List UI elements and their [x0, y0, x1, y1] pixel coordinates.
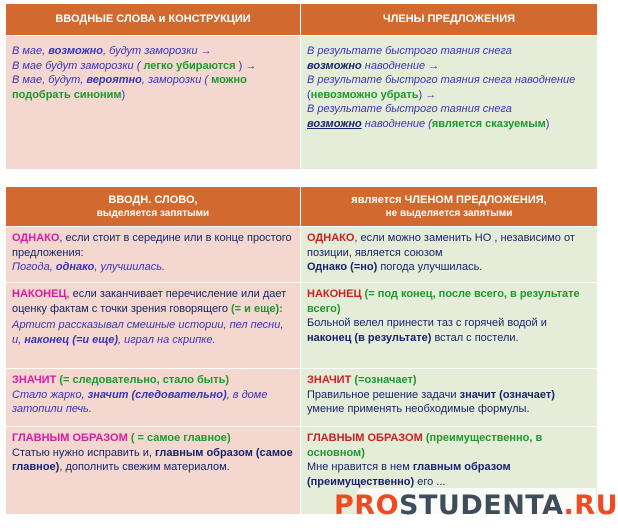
- row-znachit-member: ЗНАЧИТ (=означает) Правильное решение задачи значит (означает) умение применять необходимые формулы.: [301, 369, 598, 427]
- header-sentence-member: является ЧЛЕНОМ ПРЕДЛОЖЕНИЯ, не выделяется запятыми: [301, 187, 598, 227]
- example-line-3: В мае, будут, вероятно, заморозки ( можно подобрать синоним): [12, 74, 247, 101]
- row-znachit-introductory: ЗНАЧИТ (= следовательно, стало быть) Стало жарко, значит (следовательно), в доме затопили печь.: [6, 369, 301, 427]
- row-glavnym-obrazom-introductory: ГЛАВНЫМ ОБРАЗОМ ( = самое главное) Статью нужно исправить и, главным образом (самое главное), дополнить свежим материалом.: [6, 427, 301, 515]
- keyword-glavnym-obrazom-member: ГЛАВНЫМ ОБРАЗОМ: [307, 432, 423, 444]
- keyword-odnako-member: ОДНАКО: [307, 232, 355, 244]
- example-line-2: В мае будут заморозки ( легко убираются ) →: [12, 59, 257, 72]
- keyword-odnako: ОДНАКО: [12, 232, 60, 244]
- header-introductory-word: ВВОДН. СЛОВО, выделяется запятыми: [6, 187, 301, 227]
- row-glavnym-obrazom-member: ГЛАВНЫМ ОБРАЗОМ (преимущественно, в основном) Мне нравится в нем главным образом (преимущественно) его ...: [301, 427, 598, 515]
- row-nakonec-introductory: НАКОНЕЦ, если заканчивает перечисление или дает оценку фактам с точки зрения говорящего (= и еще): Артист рассказывал смешные истории, пел песни, и, наконец (=и еще), играл на скрипке.: [6, 283, 301, 369]
- arrow-right-icon: →: [200, 45, 212, 57]
- keyword-nakonec: НАКОНЕЦ: [12, 288, 67, 300]
- arrow-right-icon: →: [245, 59, 257, 72]
- row-odnako-member: ОДНАКО, если можно заменить НО , независимо от позиции, является союзом Однако (=но) погода улучшилась.: [301, 227, 598, 283]
- comparison-table-2: [5, 186, 598, 515]
- prostudenta-watermark-logo: PRO STUDENTA .RU: [356, 488, 596, 524]
- keyword-nakonec-member: НАКОНЕЦ: [307, 288, 362, 300]
- header-introductory-words: ВВОДНЫЕ СЛОВА и КОНСТРУКЦИИ: [6, 4, 301, 36]
- arrow-right-icon: →: [425, 88, 437, 101]
- keyword-znachit: ЗНАЧИТ: [12, 374, 57, 386]
- row-odnako-introductory: ОДНАКО, если стоит в середине или в конце простого предложения: Погода, однако, улучшилась.: [6, 227, 301, 283]
- intro-examples-cell: [6, 36, 301, 170]
- row-nakonec-member: НАКОНЕЦ (= под конец, после всего, в результате всего) Больной велел принести таз с горячей водой и наконец (в результате) встал с постели.: [301, 283, 598, 369]
- example-line-1: В мае, возможно, будут заморозки →: [12, 45, 212, 57]
- header-sentence-members: ЧЛЕНЫ ПРЕДЛОЖЕНИЯ: [301, 4, 598, 36]
- arrow-right-icon: →: [428, 59, 440, 72]
- member-examples-cell: В результате быстрого таяния снега возможно наводнение → В результате быстрого таяния снега наводнение (невозможно убрать) → В результате быстрого таяния снега возможно наводнение (является сказуемым): [301, 36, 598, 170]
- keyword-glavnym-obrazom: ГЛАВНЫМ ОБРАЗОМ: [12, 432, 128, 444]
- keyword-znachit-member: ЗНАЧИТ: [307, 374, 352, 386]
- comparison-table-1: [5, 3, 598, 170]
